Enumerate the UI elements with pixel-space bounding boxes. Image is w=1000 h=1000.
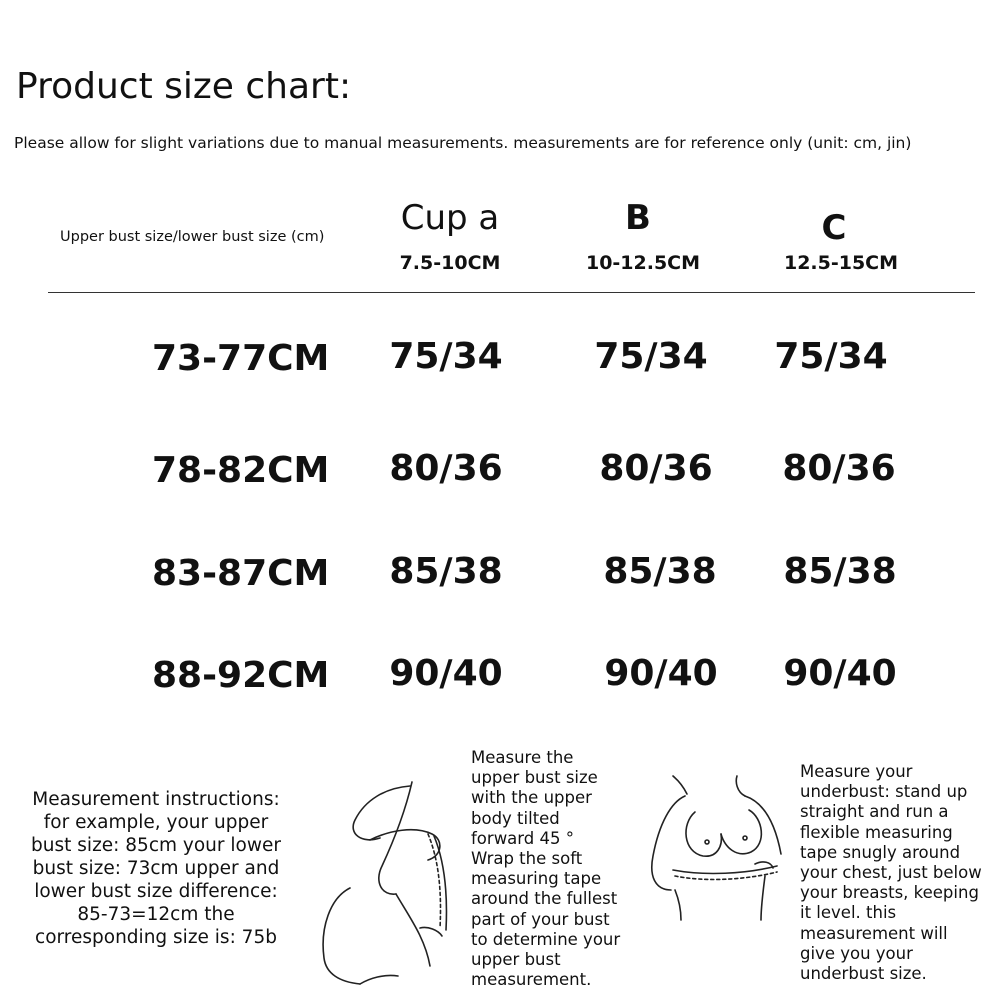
- under-bust-line: Measure your: [800, 762, 913, 781]
- row-label-2: 78-82CM: [152, 450, 330, 491]
- under-bust-line: flexible measuring: [800, 822, 953, 842]
- under-bust-line: underbust: stand up: [800, 782, 968, 802]
- cell-3-a: 85/38: [389, 551, 503, 592]
- upper-bust-line: part of your bust: [471, 909, 610, 929]
- cell-4-a: 90/40: [389, 653, 503, 694]
- cell-2-c: 80/36: [782, 448, 896, 489]
- under-bust-line: underbust size.: [800, 964, 927, 984]
- cup-a-name: Cup a: [400, 198, 500, 238]
- upper-bust-illustration-icon: [310, 778, 470, 990]
- cell-3-c: 85/38: [783, 551, 897, 592]
- instruction-line: bust size: 85cm your lower: [31, 835, 281, 856]
- cup-b-range: 10-12.5CM: [585, 252, 701, 274]
- cell-1-b: 75/34: [594, 336, 708, 377]
- cell-2-a: 80/36: [389, 448, 503, 489]
- under-bust-illustration-icon: [645, 772, 795, 922]
- under-bust-line: straight and run a: [800, 802, 949, 822]
- upper-bust-line: around the fullest: [471, 889, 618, 909]
- cell-4-c: 90/40: [783, 653, 897, 694]
- table-header-label: Upper bust size/lower bust size (cm): [60, 229, 325, 245]
- upper-bust-line: Wrap the soft: [471, 849, 583, 869]
- row-label-4: 88-92CM: [152, 655, 330, 696]
- upper-bust-line: Measure the: [471, 748, 574, 767]
- page-title: Product size chart:: [16, 66, 352, 107]
- upper-bust-line: to determine your: [471, 929, 621, 949]
- cell-4-b: 90/40: [604, 653, 718, 694]
- instruction-line: for example, your upper: [43, 812, 269, 833]
- measurement-instructions: [22, 788, 290, 949]
- cell-1-a: 75/34: [389, 336, 503, 377]
- upper-bust-description: [471, 748, 646, 990]
- under-bust-line: your chest, just below: [800, 863, 982, 883]
- instruction-line: Measurement instructions:: [32, 789, 280, 810]
- instruction-line: lower bust size difference:: [34, 881, 278, 902]
- under-bust-description: [800, 762, 1000, 984]
- cup-a-range: 7.5-10CM: [399, 252, 501, 274]
- upper-bust-line: measuring tape: [471, 869, 602, 889]
- row-label-1: 73-77CM: [152, 338, 330, 379]
- upper-bust-line: upper bust size: [471, 768, 598, 788]
- instruction-line: corresponding size is: 75b: [35, 927, 277, 948]
- cell-2-b: 80/36: [599, 448, 713, 489]
- upper-bust-line: forward 45 °: [471, 828, 574, 848]
- under-bust-line: it level. this: [800, 903, 897, 923]
- under-bust-line: give you your: [800, 943, 913, 963]
- cup-c-name: C: [821, 208, 847, 248]
- under-bust-line: tape snugly around: [800, 842, 961, 862]
- upper-bust-line: with the upper: [471, 788, 592, 808]
- instruction-line: bust size: 73cm upper and: [32, 858, 280, 879]
- cell-1-c: 75/34: [774, 336, 888, 377]
- upper-bust-line: body tilted: [471, 808, 560, 828]
- cell-3-b: 85/38: [603, 551, 717, 592]
- cup-c-range: 12.5-15CM: [783, 252, 899, 274]
- header-divider: [48, 292, 975, 293]
- instruction-line: 85-73=12cm the: [77, 904, 235, 925]
- measurement-note: Please allow for slight variations due to manual measurements. measurements are for reference only (unit: cm, jin): [14, 134, 912, 152]
- row-label-3: 83-87CM: [152, 553, 330, 594]
- cup-b-name: B: [625, 198, 651, 238]
- upper-bust-line: measurement.: [471, 970, 592, 990]
- under-bust-line: measurement will: [800, 923, 948, 943]
- under-bust-line: your breasts, keeping: [800, 883, 979, 903]
- upper-bust-line: upper bust: [471, 950, 561, 970]
